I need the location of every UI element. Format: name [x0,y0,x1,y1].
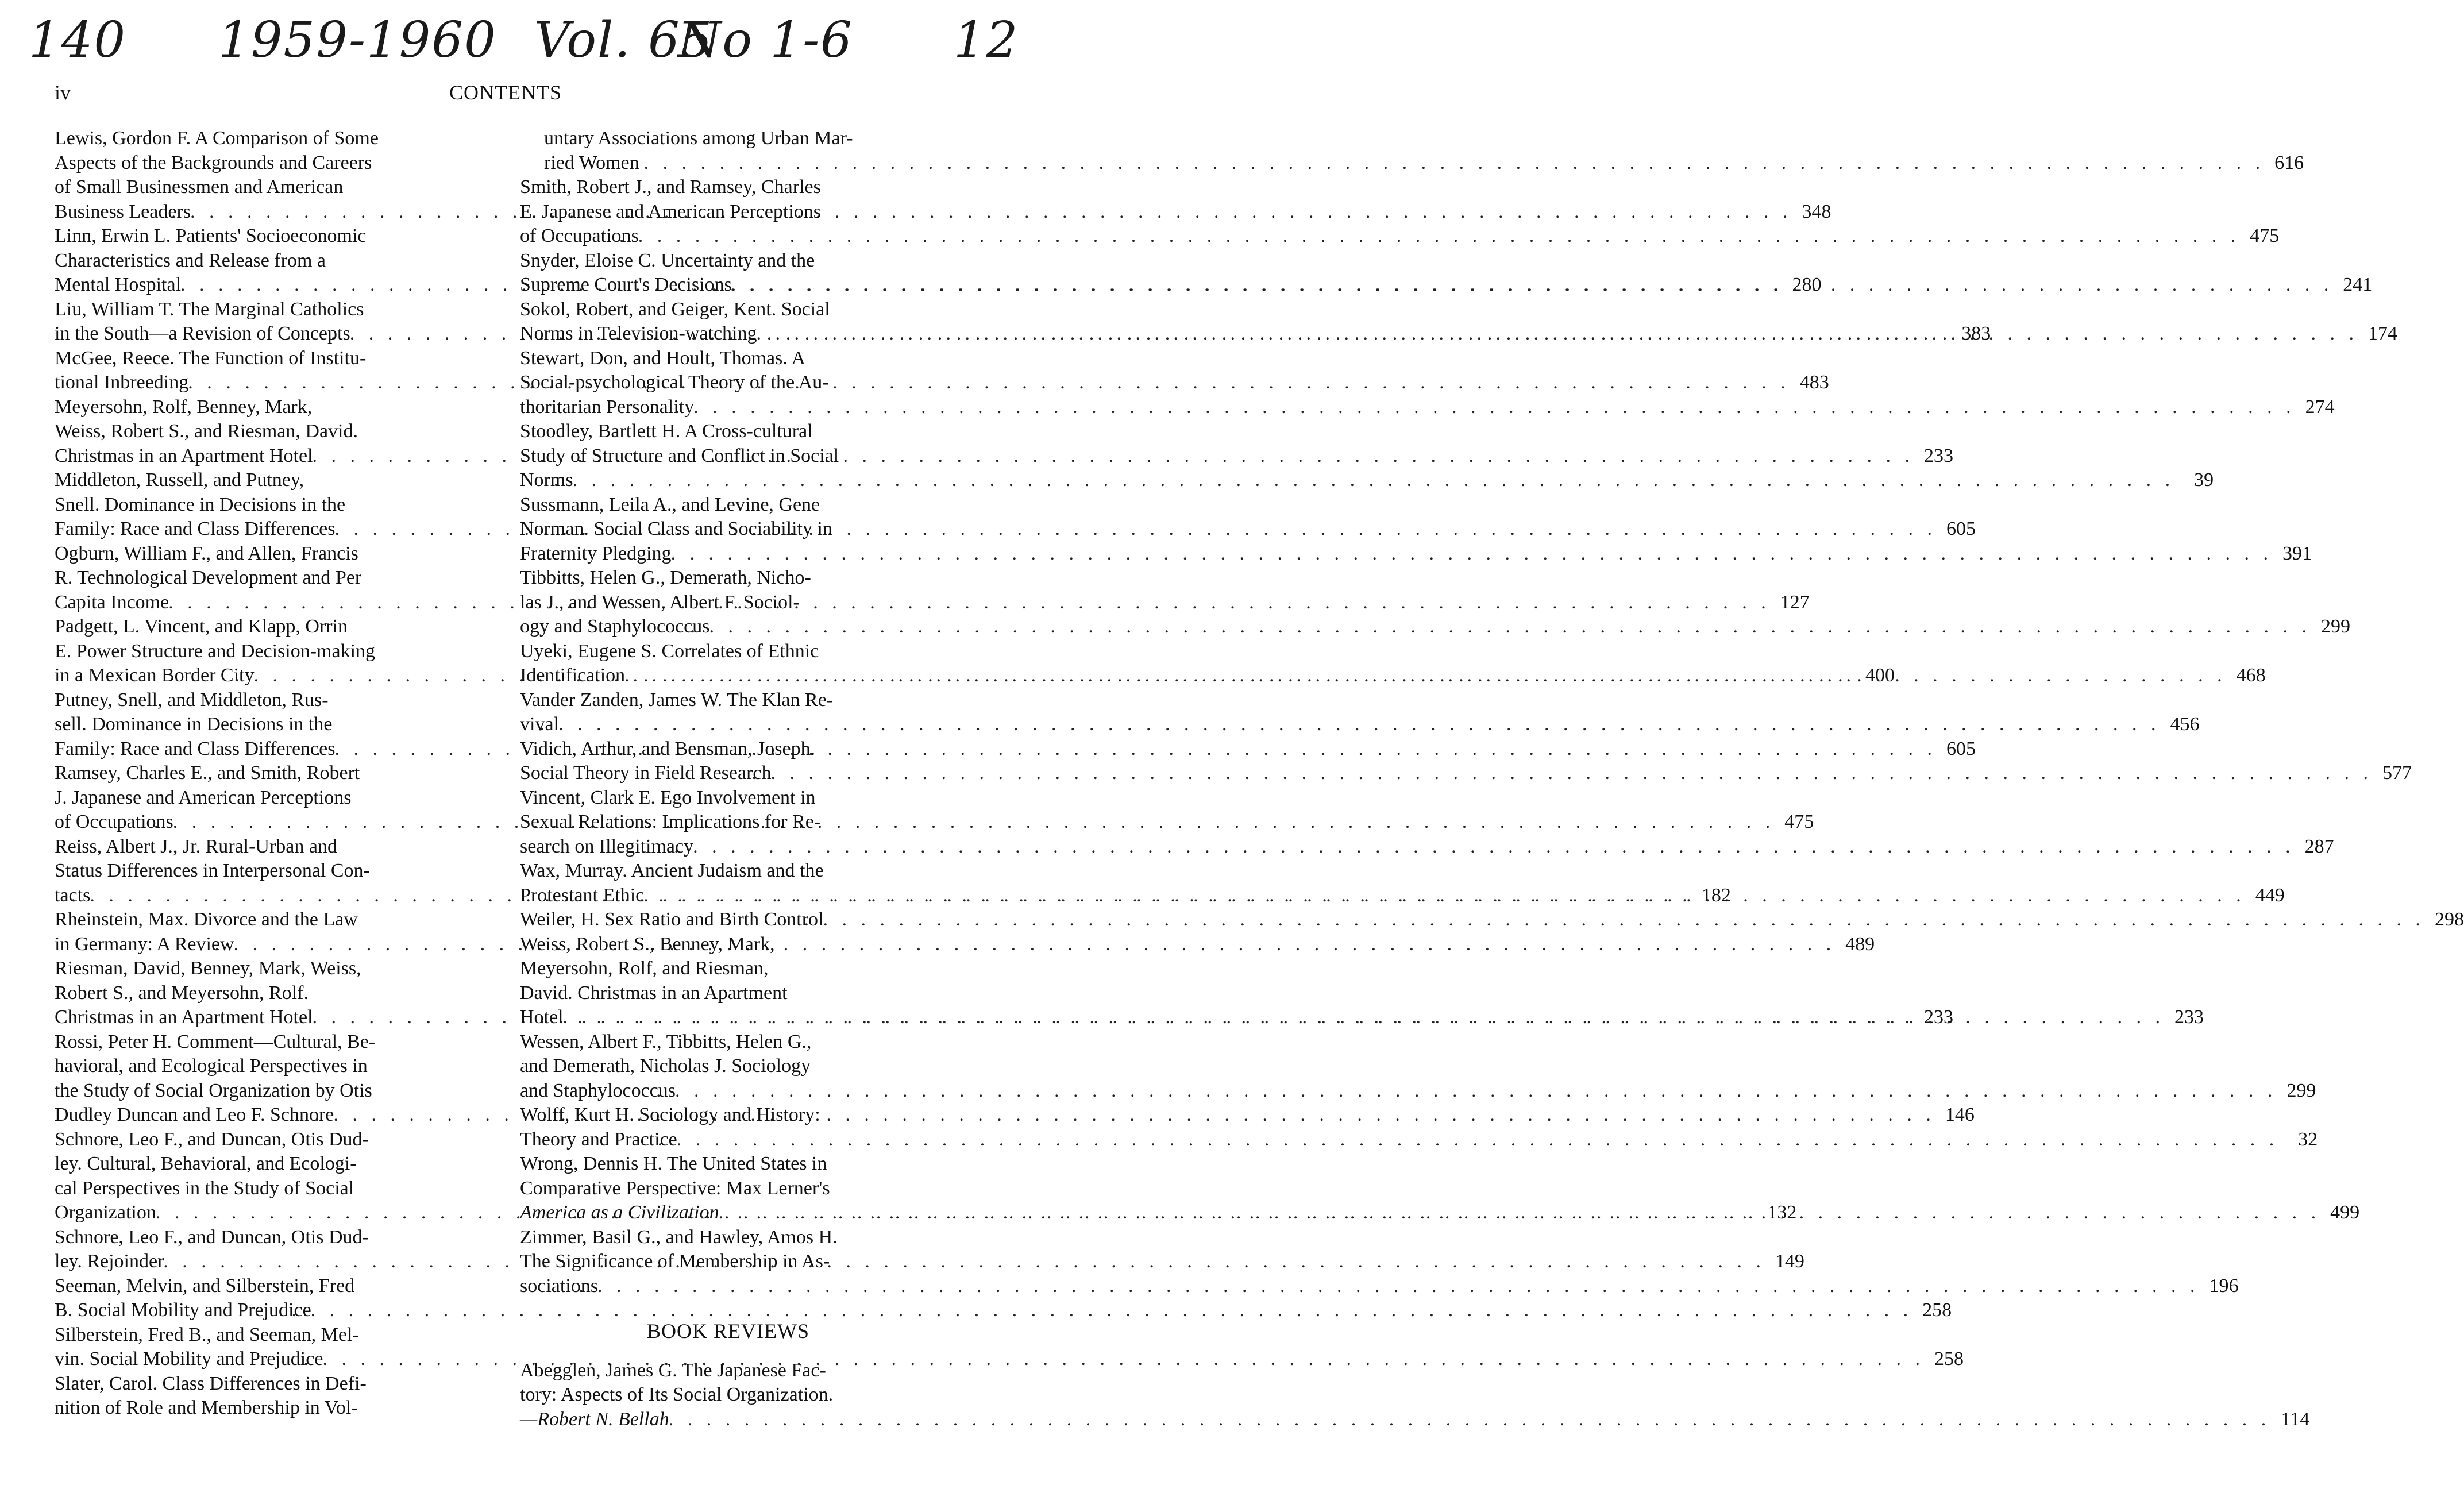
entry-line: tacts [55,884,91,906]
page-reference: 233 [2174,1006,2204,1028]
page-reference: 149 [1775,1251,1804,1272]
handwritten-years: 1959-1960 [218,11,497,69]
entry-line: and Demerath, Nicholas J. Sociology [520,1055,811,1077]
entry-line: Lewis, Gordon F. A Comparison of Some [55,128,379,149]
entry-line: havioral, and Ecological Perspectives in [55,1055,368,1077]
entry-last-line [520,835,2334,859]
entry-line: Slater, Carol. Class Differences in Defi- [55,1372,367,1394]
book-reviews-heading: BOOK REVIEWS [647,1320,809,1343]
entry-line: Characteristics and Release from a [55,249,326,271]
page-reference: 127 [1780,591,1810,613]
entry-line: Ramsey, Charles E., and Smith, Robert [55,762,360,784]
entry-line: Weiss, Robert S., and Riesman, David. [55,421,358,442]
entry-line: McGee, Reece. The Function of Institu- [55,347,367,369]
page-reference: 298 [2435,909,2464,930]
page-reference: 258 [1922,1299,1952,1321]
entry-line: Sokol, Robert, and Geiger, Kent. Social [520,298,830,320]
entry-line: Rossi, Peter H. Comment—Cultural, Be- [55,1031,376,1052]
entry-line: Protestant Ethic [520,884,645,906]
entry-line: vival [520,713,559,735]
entry-line: sociations [520,1275,598,1297]
page-reference: 241 [2343,274,2373,295]
entry-line: Sussmann, Leila A., and Levine, Gene [520,493,820,515]
dot-leader [828,908,2426,932]
page-reference: 233 [1924,1006,1953,1028]
page-reference: 616 [2274,152,2304,173]
contents-entry [520,1030,2316,1104]
entry-line: Dudley Duncan and Leo F. Schnore [55,1104,334,1125]
entry-last-line [520,1274,2239,1299]
entry-line: Sexual Relations: Implications for Re- [520,811,821,832]
entry-line: Riesman, David, Benney, Mark, Weiss, [55,958,361,979]
page-reference: 258 [1934,1348,1964,1370]
entry-last-line [520,224,2280,249]
entry-line: ried Women [544,152,639,173]
entry-line: Capita Income [55,591,169,613]
handwritten-mark: 12 [954,11,1019,69]
dot-leader [578,468,2175,493]
entry-line: Padgett, L. Vincent, and Klapp, Orrin [55,616,348,637]
entry-last-line [520,1005,2204,1030]
page-reference: 605 [1946,518,1976,539]
handwritten-issues: No 1-6 [678,11,853,69]
page-reference: 468 [2236,665,2266,686]
entry-line: Norman. Social Class and Sociability in [520,518,832,539]
page-reference: 274 [2305,396,2335,418]
dot-leader [698,835,2295,859]
entry-line: Vander Zanden, James W. The Klan Re- [520,689,834,711]
page-reference: 182 [1701,884,1731,906]
entry-line: Schnore, Leo F., and Duncan, Otis Dud- [55,1128,369,1150]
page-reference: 475 [1784,811,1814,832]
page-reference: 499 [2330,1202,2360,1223]
page-reference: 39 [2194,469,2214,491]
running-head [55,80,957,106]
entry-line: Study of Structure and Conflict in Social [520,445,839,466]
entry-last-line [520,395,2335,420]
entry-line: Ogburn, William F., and Allen, Francis [55,542,358,564]
entry-line: Comparative Perspective: Max Lerner's [520,1177,830,1199]
contents-entry [520,126,2304,175]
entry-line: The Significance of Membership in As- [520,1251,830,1272]
page-reference: 605 [1946,738,1976,759]
entry-last-line [520,1079,2316,1104]
entry-last-line [55,1298,1952,1323]
entry-line: Identification [520,665,626,686]
page-reference: 196 [2209,1275,2239,1297]
page-reference: 233 [1924,445,1953,466]
entry-line: B. Social Mobility and Prejudice [55,1299,311,1321]
handwritten-number: 140 [29,11,127,69]
entry-last-line [520,1128,2318,1152]
contents-entry [55,1372,471,1421]
entry-line: untary Associations among Urban Mar- [544,128,853,149]
entry-line: cal Perspectives in the Study of Social [55,1177,354,1199]
entry-line: Snell. Dominance in Decisions in the [55,493,346,515]
page-reference: 475 [2250,225,2280,246]
entry-last-line [520,468,2214,493]
entry-line: of Occupations [520,225,639,246]
entry-line: Meyersohn, Rolf, Benney, Mark, [55,396,313,418]
entry-line: ley. Rejoinder [55,1251,164,1272]
entry-last-line [520,908,2464,932]
entry-line: Mental Hospital [55,274,182,295]
entry-line: Wolff, Kurt H. Sociology and History: [520,1104,820,1125]
page-number: iv [55,81,71,104]
dot-leader [736,273,2334,298]
entry-line: Schnore, Leo F., and Duncan, Otis Dud- [55,1226,369,1248]
entry-line: vin. Social Mobility and Prejudice [55,1348,323,1370]
dot-leader [776,761,2373,786]
entry-line: J. Japanese and American Perceptions [55,786,352,808]
entry-line: in the South—a Revision of Concepts [55,323,350,344]
entry-line: Status Differences in Interpersonal Con- [55,860,370,881]
entry-line: Wessen, Albert F., Tibbitts, Helen G., [520,1031,812,1052]
entry-line: Stoodley, Bartlett H. A Cross-cultural [520,421,813,442]
dot-leader [239,932,1836,957]
page-reference: 456 [2170,713,2200,735]
entry-line: Middleton, Russell, and Putney, [55,469,304,491]
entry-line: Rheinstein, Max. Divorce and the Law [55,909,358,930]
entry-line: Weiler, H. Sex Ratio and Birth Control [520,909,824,930]
dot-leader [193,371,1790,395]
entry-line: Social-psychological Theory of the Au- [520,372,829,393]
entry-line: Robert S., and Meyersohn, Rolf. [55,982,309,1004]
entry-line: Putney, Snell, and Middleton, Rus- [55,689,329,711]
entry-line: Meyersohn, Rolf, and Riesman, [520,958,769,979]
entry-line: ley. Cultural, Behavioral, and Ecologi- [55,1153,357,1174]
entry-line: Business Leaders [55,200,191,222]
entry-line: Smith, Robert J., and Ramsey, Charles [520,176,821,198]
entry-line: Family: Race and Class Differences [55,518,336,539]
entry-line: Christmas in an Apartment Hotel [55,1006,313,1028]
entry-line: Wrong, Dennis H. The United States in [520,1153,827,1174]
entry-last-line [544,151,2304,176]
page-reference: 146 [1945,1104,1975,1125]
entry-line: Abegglen, James G. The Japanese Fac- [520,1359,826,1381]
page-reference: 489 [1845,933,1875,955]
dot-leader [680,1079,2277,1104]
page-reference: 577 [2382,762,2412,784]
page-reference: 449 [2255,884,2285,906]
entry-line: America as a Civilization [520,1202,719,1223]
page-reference: 348 [1802,200,1831,222]
entry-line: Silberstein, Fred B., and Seeman, Mel- [55,1324,359,1345]
entry-line: sell. Dominance in Decisions in the [55,713,333,735]
handwritten-annotation [29,11,1019,75]
entry-line: the Study of Social Organization by Otis [55,1079,372,1101]
entry-line: search on Illegitimacy [520,835,694,857]
dot-leader [564,712,2161,737]
dot-leader [715,615,2312,639]
entry-line: tory: Aspects of Its Social Organization. [520,1384,834,1405]
entry-line: Linn, Erwin L. Patients' Socioeconomic [55,225,367,246]
entry-line: R. Technological Development and Per [55,567,362,588]
dot-leader [644,151,2265,176]
entry-line: Aspects of the Backgrounds and Careers [55,152,372,173]
contents-entry [520,908,2464,932]
dot-leader [699,395,2296,420]
dot-leader [195,200,1792,225]
entry-line: Social Theory in Field Research [520,762,772,784]
entry-last-line [520,712,2200,737]
dot-leader [173,591,1771,615]
dot-leader [649,884,2246,908]
entry-line: las J., and Wessen, Albert F. Sociol- [520,591,800,613]
entry-line: David. Christmas in an Apartment [520,982,788,1004]
entry-line: Organization [55,1202,156,1223]
entry-line: of Occupations [55,811,173,832]
entry-line: ogy and Staphylococcus [520,616,710,637]
entry-line: Seeman, Melvin, and Silberstein, Fred [55,1275,355,1297]
dot-leader [643,224,2241,249]
entry-line: tional Inbreeding [55,372,189,393]
entry-line: in a Mexican Border City [55,665,255,686]
page-reference: 114 [2281,1408,2310,1430]
entry-line: Wax, Murray. Ancient Judaism and the [520,860,824,881]
dot-leader [682,1128,2279,1152]
handwritten-volume: Vol. 65 [534,11,714,69]
entry-line: Reiss, Albert J., Jr. Rural-Urban and [55,835,337,857]
entry-last-line [520,1407,2310,1432]
entry-line: Vincent, Clark E. Ego Involvement in [520,786,816,808]
page-reference: 32 [2298,1128,2318,1150]
entry-line: and Staphylococcus [520,1079,676,1101]
dot-leader [568,1005,2165,1030]
entry-last-line [55,1005,1953,1030]
dot-leader [603,1274,2200,1299]
entry-line: nition of Role and Membership in Vol- [55,1397,358,1418]
dot-leader [168,1249,1765,1274]
page-reference: 391 [2282,542,2312,564]
page-reference: 299 [2286,1079,2316,1101]
contents-entry [520,688,2200,737]
entry-line: Supreme Court's Decisions [520,274,732,295]
entry-line: Norms in Television-watching [520,323,757,344]
entry-line: Uyeki, Eugene S. Correlates of Ethnic [520,640,819,662]
entry-line: Tibbitts, Helen G., Demerath, Nicho- [520,567,811,588]
entry-line: Fraternity Pledging [520,542,672,564]
page-reference: 383 [1961,323,1991,344]
entry-last-line [520,761,2412,786]
dot-leader [724,1201,2321,1225]
entry-line: in Germany: A Review [55,933,234,955]
entry-line: Snyder, Eloise C. Uncertainty and the [520,249,815,271]
entry-line: thoritarian Personality [520,396,695,418]
dot-leader [630,664,2227,688]
page-title: CONTENTS [449,81,562,104]
page-reference: 280 [1792,274,1822,295]
entry-line: Christmas in an Apartment Hotel [55,445,313,466]
entry-line: Stewart, Don, and Hoult, Thomas. A [520,347,806,369]
entry-line: Weiss, Robert S., Benney, Mark, [520,933,775,955]
entry-line: Hotel [520,1006,564,1028]
entry-line: E. Power Structure and Decision-making [55,640,376,662]
page-reference: 132 [1767,1202,1797,1223]
entry-line: E. Japanese and American Perceptions [520,200,821,222]
entry-line: Liu, William T. The Marginal Catholics [55,298,364,320]
dot-leader [676,542,2273,566]
page-reference: 483 [1799,372,1829,393]
dot-leader [761,322,2358,346]
entry-line: Zimmer, Basil G., and Hawley, Amos H. [520,1226,838,1248]
entry-line: Theory and Practice [520,1128,677,1150]
page-reference: 400 [1865,665,1895,686]
page-reference: 174 [2367,323,2397,344]
page-reference: 299 [2321,616,2350,637]
dot-leader [674,1407,2271,1432]
entry-line: of Small Businessmen and American [55,176,344,198]
entry-line: Norms [520,469,573,491]
entry-line: —Robert N. Bellah [520,1408,669,1430]
entry-line: Vidich, Arthur, and Bensman, Joseph. [520,738,816,759]
page-reference: 287 [2304,835,2334,857]
entry-last-line [520,615,2350,639]
entry-last-line [520,542,2312,566]
dot-leader [178,810,1775,835]
entry-line: Family: Race and Class Differences [55,738,336,759]
